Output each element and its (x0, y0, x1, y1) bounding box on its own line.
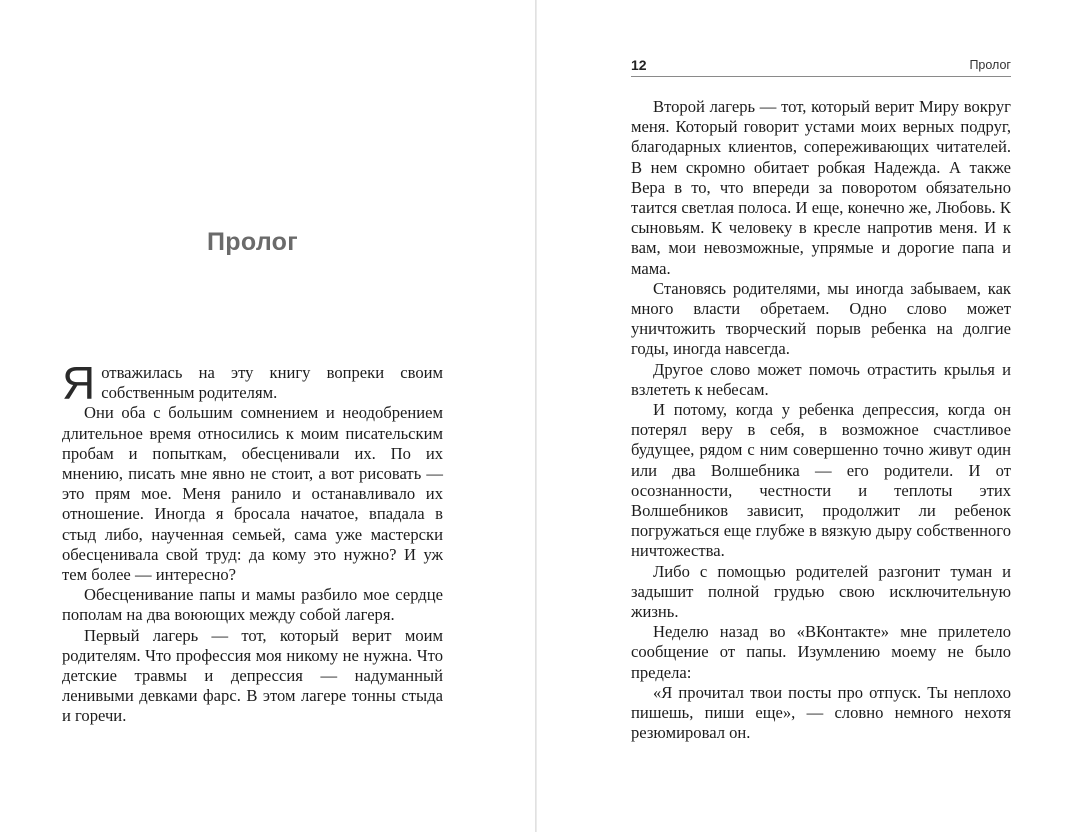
drop-cap: Я (62, 357, 96, 409)
paragraph: Второй лагерь — тот, который верит Миру вокруг меня. Который говорит устами моих верных подруг, благодарных клиентов, сопереживающих читателей. В нем скромно обитает робкая Надежда. А также Вера в то, что впереди за поворотом обязательно таится светлая полоса. И еще, конечно же, Любовь. К сыновьям. К человеку в кресле напротив меня. И к вам, мои невозможные, упрямые и дорогие папа и мама. (631, 97, 1011, 278)
paragraph: Другое слово может помочь отрастить крылья и взлететь к небесам. (631, 359, 1011, 399)
paragraph: Либо с помощью родителей разгонит туман и задышит полной грудью свою исключительную жизнь. (631, 561, 1011, 622)
paragraph: Они оба с большим сомнением и неодобрением длительное время относились к моим писательским пробам и попыткам, обесценивали их. По их мнению, писать мне явно не стоит, а вот рисовать — это прям мое. Меня ранило и останавливало их отношение. Иногда я бросала начатое, впадала в стыд либо, наученная семьей, сама уже мастерски обесценивала свой труд: да кому это нужно? И уж тем более — интересно? (62, 403, 443, 585)
right-body-text (631, 97, 1011, 744)
running-title: Пролог (969, 58, 1011, 72)
chapter-title: Пролог (207, 228, 298, 256)
left-page (0, 0, 535, 832)
right-page (537, 0, 1072, 832)
paragraph: Первый лагерь — тот, который верит моим родителям. Что профессия моя никому не нужна. Что детские травмы и депрессия — надуманный ленивыми девками фарс. В этом лагере тонны стыда и горечи. (62, 625, 443, 726)
left-body-text (62, 357, 443, 727)
paragraph: Неделю назад во «ВКонтакте» мне прилетело сообщение от папы. Изумлению моему не было предела: (631, 622, 1011, 682)
running-header (631, 56, 1011, 77)
paragraph: Становясь родителями, мы иногда забываем, как много власти обретаем. Одно слово может уничтожить творческий порыв ребенка на долгие годы, иногда навсегда. (631, 278, 1011, 359)
paragraph: Обесценивание папы и мамы разбило мое сердце пополам на два воюющих между собой лагеря. (62, 585, 443, 625)
paragraph: «Я прочитал твои посты про отпуск. Ты неплохо пишешь, пиши еще», — словно немного нехотя резюмировал он. (631, 682, 1011, 743)
page-number: 12 (631, 57, 647, 73)
paragraph (62, 357, 443, 409)
paragraph: И потому, когда у ребенка депрессия, когда он потерял веру в себя, в возможное счастливое будущее, рядом с ним совершенно точно живут один или два Волшебника — его родители. И от осознанности, честности и теплоты этих Волшебников зависит, продолжит ли ребенок погружаться еще глубже в вязкую дыру собственного ничтожества. (631, 400, 1011, 561)
paragraph-text: отважилась на эту книгу вопреки своим собственным родителям. (101, 363, 443, 403)
